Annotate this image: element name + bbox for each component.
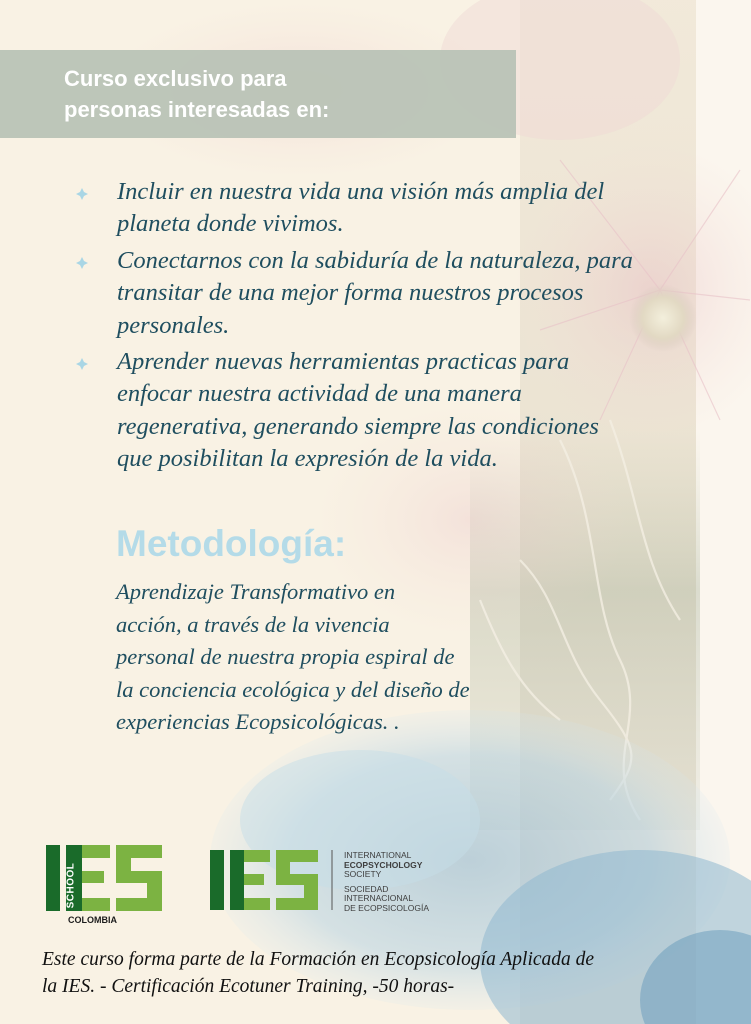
interest-item-line: Aprender nuevas herramientas practicas para (117, 348, 570, 376)
interest-item-line: Conectarnos con la sabiduría de la naturaleza, para (117, 246, 633, 274)
interest-item-line: que posibilitan la expresión de la vida. (117, 445, 498, 473)
diamond-bullet-icon (76, 358, 88, 370)
society-line: INTERNACIONAL (344, 893, 413, 903)
school-vertical-label (65, 858, 82, 918)
interest-item-line: personales. (117, 311, 230, 339)
interest-item (76, 176, 706, 241)
society-line: SOCIETY (344, 869, 382, 879)
methodology-text (116, 576, 556, 739)
interest-item (76, 245, 706, 342)
ies-society-text (344, 851, 429, 913)
interest-item-line: regenerativa, generando siempre las condiciones (117, 412, 599, 440)
interest-item-line: transitar de una mejor forma nuestros procesos (117, 279, 584, 307)
diamond-bullet-icon (76, 188, 88, 200)
methodology-line: la conciencia ecológica y del diseño de (116, 676, 470, 702)
methodology-title: Metodología: (116, 523, 347, 564)
methodology-line: Aprendizaje Transformativo en (116, 579, 396, 604)
society-line: DE ECOPSICOLOGÍA (344, 902, 430, 913)
society-line: INTERNATIONAL (344, 850, 412, 860)
footer-note (42, 946, 722, 1000)
diamond-bullet-icon (76, 257, 88, 269)
header-title (64, 63, 329, 125)
society-line: SOCIEDAD (344, 883, 389, 894)
header-title-line: Curso exclusivo para (64, 66, 287, 91)
interest-item (76, 346, 706, 476)
methodology-line: acción, a través de la vivencia (116, 611, 390, 637)
header-title-line: personas interesadas en: (64, 97, 330, 122)
footer-line: Este curso forma parte de la Formación en Ecopsicología Aplicada de (42, 949, 595, 970)
interest-item-line: Incluir en nuestra vida una visión más amplia del (117, 178, 605, 205)
interest-list (76, 176, 706, 480)
interest-item-line: enfocar nuestra actividad de una manera (117, 380, 522, 408)
school-text: SCHOOL (65, 862, 77, 909)
colombia-label: COLOMBIA (68, 915, 117, 925)
footer-line: la IES. - Certificación Ecotuner Training, -50 horas- (42, 976, 455, 997)
society-line: ECOPSYCHOLOGY (344, 859, 423, 870)
interest-item-line: planeta donde vivimos. (117, 210, 344, 238)
methodology-line: experiencias Ecopsicológicas. . (116, 709, 400, 735)
methodology-line: personal de nuestra propia espiral de (116, 644, 455, 670)
